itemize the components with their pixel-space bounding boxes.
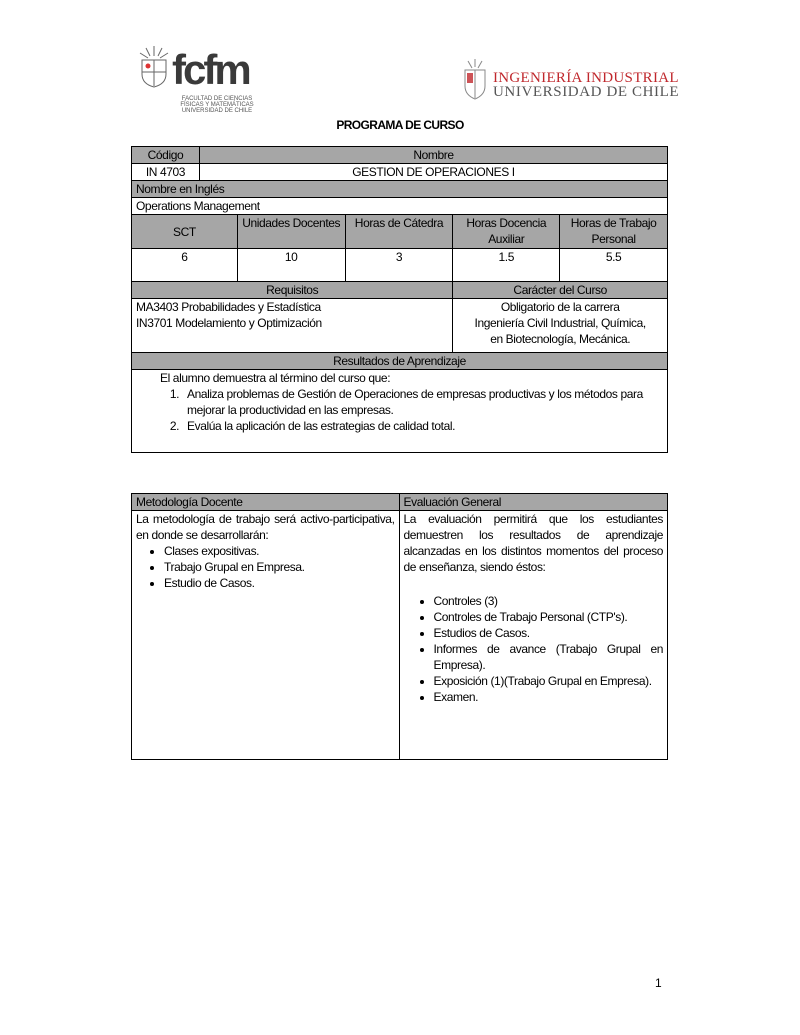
metodologia-text: La metodología de trabajo será activo-participativa, en donde se desarrollarán:: [136, 512, 395, 542]
fcfm-logo: fcfm: [172, 46, 249, 93]
metodologia-label: Metodología Docente: [132, 494, 400, 511]
english-name-label: Nombre en Inglés: [132, 181, 668, 198]
list-item: • Examen.: [434, 689, 664, 705]
caracter-line: Ingeniería Civil Industrial, Química,: [474, 316, 646, 330]
requisitos-label: Requisitos: [132, 282, 453, 299]
requisitos-list: [132, 299, 453, 353]
evaluacion-text: La evaluación permitirá que los estudiantes demuestren los resultados de aprendizaje alcanzadas en los distintos momentos del proceso de enseñanza, siendo éstos:: [403, 512, 663, 574]
trabajo-header: Horas de Trabajo Personal: [560, 215, 668, 249]
evaluacion-list: [404, 593, 664, 705]
ii-logo-line1: INGENIERÍA INDUSTRIAL: [493, 70, 679, 86]
list-item: • Informes de avance (Trabajo Grupal en Empresa).: [434, 641, 664, 673]
course-code: IN 4703: [132, 164, 200, 181]
ii-logo-line2: UNIVERSIDAD DE CHILE: [493, 84, 680, 100]
name-label: Nombre: [199, 147, 667, 164]
course-name: GESTION DE OPERACIONES I: [199, 164, 667, 181]
list-item: • Exposición (1)(Trabajo Grupal en Empresa).: [434, 673, 664, 689]
list-item: • Estudios de Casos.: [434, 625, 664, 641]
sct-header: SCT: [132, 215, 238, 249]
evaluacion-label: Evaluación General: [399, 494, 668, 511]
course-table: [131, 146, 668, 453]
metodologia-list: [136, 543, 395, 591]
resultados-intro: El alumno demuestra al término del curso que:: [160, 371, 391, 385]
auxiliar-value: 1.5: [453, 249, 560, 282]
fcfm-emblem-icon: [137, 44, 171, 88]
requisito-item: MA3403 Probabilidades y Estadística: [136, 300, 321, 314]
resultados-list: [160, 386, 663, 434]
list-item: • Controles de Trabajo Personal (CTP's).: [434, 609, 664, 625]
unidades-value: 10: [237, 249, 345, 282]
resultados-content: [132, 370, 668, 453]
requisito-item: IN3701 Modelamiento y Optimización: [136, 316, 322, 330]
list-item: • Controles (3): [434, 593, 664, 609]
page-number: 1: [655, 976, 662, 990]
list-item: 1. Analiza problemas de Gestión de Operaciones de empresas productivas y los métodos para mejorar la productividad en las empresas.: [182, 386, 663, 418]
caracter-list: [453, 299, 668, 353]
caracter-line: en Biotecnología, Mecánica.: [490, 332, 631, 346]
list-item: • Trabajo Grupal en Empresa.: [164, 559, 395, 575]
catedra-value: 3: [345, 249, 453, 282]
list-item: • Clases expositivas.: [164, 543, 395, 559]
list-item: 2. Evalúa la aplicación de las estrategias de calidad total.: [182, 418, 663, 434]
auxiliar-header: Horas Docencia Auxiliar: [453, 215, 560, 249]
unidades-header: Unidades Docentes: [237, 215, 345, 249]
resultados-label: Resultados de Aprendizaje: [132, 353, 668, 370]
evaluacion-content: [399, 511, 668, 760]
ii-emblem-icon: [462, 58, 488, 100]
catedra-header: Horas de Cátedra: [345, 215, 453, 249]
sct-value: 6: [132, 249, 238, 282]
fcfm-subtitle: FACULTAD DE CIENCIAS FÍSICAS Y MATEMÁTICAS UNIVERSIDAD DE CHILE: [180, 96, 254, 114]
list-item: • Estudio de Casos.: [164, 575, 395, 591]
caracter-line: Obligatorio de la carrera: [500, 300, 620, 314]
metodologia-content: [132, 511, 400, 760]
code-label: Código: [132, 147, 200, 164]
english-name: Operations Management: [132, 198, 668, 215]
trabajo-value: 5.5: [560, 249, 668, 282]
methodology-table: [131, 493, 668, 760]
page-title: PROGRAMA DE CURSO: [336, 118, 464, 132]
caracter-label: Carácter del Curso: [453, 282, 668, 299]
